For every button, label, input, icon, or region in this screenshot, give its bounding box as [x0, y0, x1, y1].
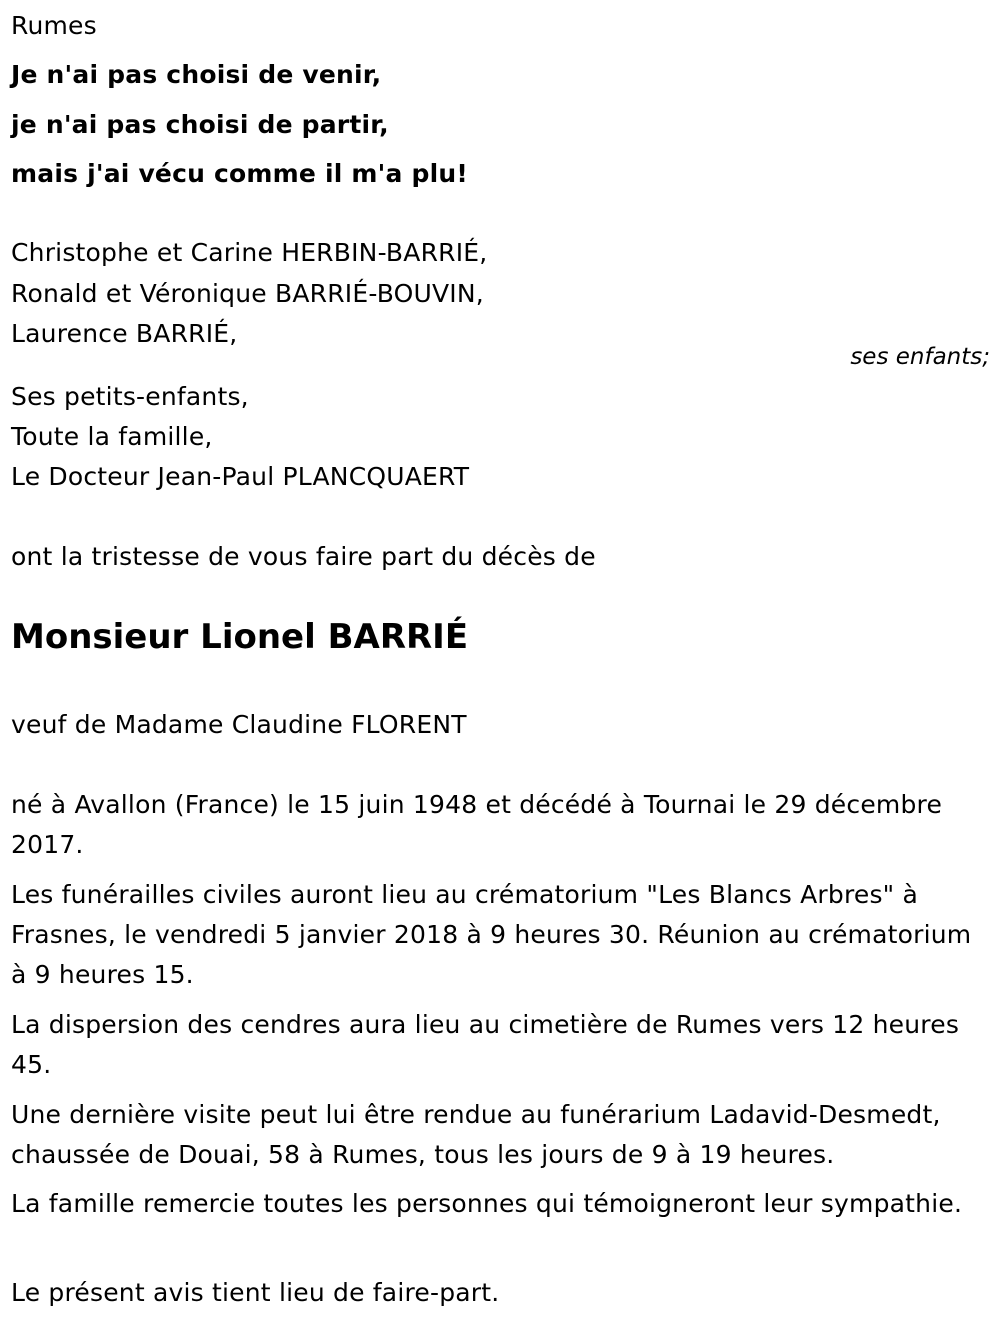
location-label: Rumes: [11, 11, 97, 40]
child-3: Laurence BARRIÉ,: [11, 319, 238, 348]
thanks-paragraph: La famille remercie toutes les personnes qui témoigneront leur sympathie.: [11, 1189, 963, 1218]
child-2: Ronald et Véronique BARRIÉ-BOUVIN,: [11, 279, 484, 308]
family-line-3: Le Docteur Jean-Paul PLANCQUAERT: [11, 462, 470, 491]
poem-line-1: Je n'ai pas choisi de venir,: [11, 60, 382, 89]
poem-line-2: je n'ai pas choisi de partir,: [11, 110, 389, 139]
visit-paragraph: Une dernière visite peut lui être rendue au funérarium Ladavid-Desmedt, chaussée de Douai, 58 à Rumes, tous les jours de 9 à 19 heures.: [11, 1100, 941, 1169]
announcement-text: ont la tristesse de vous faire part du décès de: [11, 542, 596, 571]
widower-of: veuf de Madame Claudine FLORENT: [11, 710, 467, 739]
family-line-1: Ses petits-enfants,: [11, 382, 249, 411]
poem-line-3: mais j'ai vécu comme il m'a plu!: [11, 159, 468, 188]
child-1: Christophe et Carine HERBIN-BARRIÉ,: [11, 238, 488, 267]
deceased-name: Monsieur Lionel BARRIÉ: [11, 617, 469, 657]
funeral-paragraph: Les funérailles civiles auront lieu au crématorium "Les Blancs Arbres" à Frasnes, le vendredi 5 janvier 2018 à 9 heures 30. Réunion au crématorium à 9 heures 15.: [11, 880, 972, 989]
notice-paragraph: Le présent avis tient lieu de faire-part.: [11, 1278, 500, 1307]
family-line-2: Toute la famille,: [11, 422, 213, 451]
ashes-paragraph: La dispersion des cendres aura lieu au cimetière de Rumes vers 12 heures 45.: [11, 1010, 960, 1079]
birth-death-paragraph: né à Avallon (France) le 15 juin 1948 et décédé à Tournai le 29 décembre 2017.: [11, 790, 943, 859]
children-role-label: ses enfants;: [850, 344, 990, 370]
